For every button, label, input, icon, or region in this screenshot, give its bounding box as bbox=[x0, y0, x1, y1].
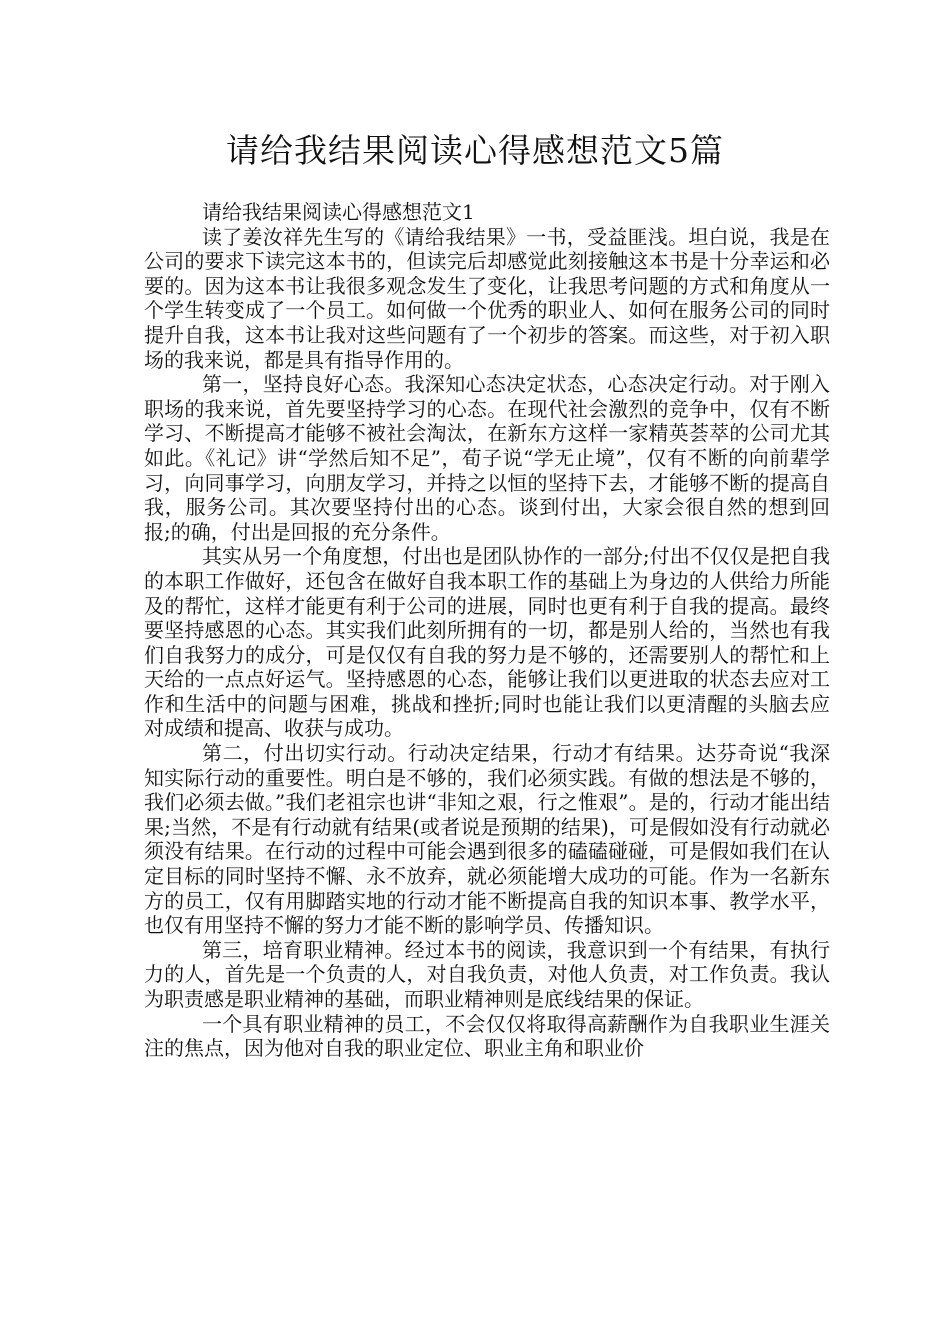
paragraph: 读了姜汝祥先生写的《请给我结果》一书，受益匪浅。坦白说，我是在公司的要求下读完这本书的，但读完后却感觉此刻接触这本书是十分幸运和必要的。因为这本书让我很多观念发生了变化，让我思考问题的方式和角度从一个学生转变成了一个员工。如何做一个优秀的职业人、如何在服务公司的同时提升自我，这本书让我对这些问题有了一个初步的答案。而这些，对于初入职场的我来说，都是具有指导作用的。 bbox=[144, 224, 830, 372]
paragraph: 第三，培育职业精神。经过本书的阅读，我意识到一个有结果，有执行力的人，首先是一个负责的人，对自我负责，对他人负责，对工作负责。我认为职责感是职业精神的基础，而职业精神则是底线结果的保证。 bbox=[144, 937, 830, 1011]
section-subtitle: 请给我结果阅读心得感想范文1 bbox=[202, 200, 475, 224]
paragraph: 第一，坚持良好心态。我深知心态决定状态，心态决定行动。对于刚入职场的我来说，首先要坚持学习的心态。在现代社会激烈的竞争中，仅有不断学习、不断提高才能够不被社会淘汰，在新东方这样一家精英荟萃的公司尤其如此。《礼记》讲“学然后知不足”，荀子说“学无止境”，仅有不断的向前辈学习，向同事学习，向朋友学习，并持之以恒的坚持下去，才能够不断的提高自我，服务公司。其次要坚持付出的心态。谈到付出，大家会很自然的想到回报;的确，付出是回报的充分条件。 bbox=[144, 372, 830, 544]
paragraph: 一个具有职业精神的员工，不会仅仅将取得高薪酬作为自我职业生涯关注的焦点，因为他对自我的职业定位、职业主角和职业价 bbox=[144, 1011, 830, 1061]
paragraph: 其实从另一个角度想，付出也是团队协作的一部分;付出不仅仅是把自我的本职工作做好，还包含在做好自我本职工作的基础上为身边的人供给力所能及的帮忙，这样才能更有利于公司的进展，同时也更有利于自我的提高。最终要坚持感恩的心态。其实我们此刻所拥有的一切，都是别人给的，当然也有我们自我努力的成分，可是仅仅有自我的努力是不够的，还需要别人的帮忙和上天给的一点点好运气。坚持感恩的心态，能够让我们以更进取的状态去应对工作和生活中的问题与困难，挑战和挫折;同时也能让我们以更清醒的头脑去应对成绩和提高、收获与成功。 bbox=[144, 544, 830, 741]
document-body bbox=[144, 200, 830, 1061]
document-title: 请给我结果阅读心得感想范文5篇 bbox=[226, 131, 724, 170]
paragraph: 第二，付出切实行动。行动决定结果，行动才有结果。达芬奇说“我深知实际行动的重要性。明白是不够的，我们必须实践。有做的想法是不够的，我们必须去做。”我们老祖宗也讲“非知之艰，行之惟艰”。是的，行动才能出结果;当然，不是有行动就有结果(或者说是预期的结果)，可是假如没有行动就必须没有结果。在行动的过程中可能会遇到很多的磕磕碰碰，可是假如我们在认定目标的同时坚持不懈、永不放弃，就必须能增大成功的可能。作为一名新东方的员工，仅有用脚踏实地的行动才能不断提高自我的知识本事、教学水平，也仅有用坚持不懈的努力才能不断的影响学员、传播知识。 bbox=[144, 741, 830, 938]
